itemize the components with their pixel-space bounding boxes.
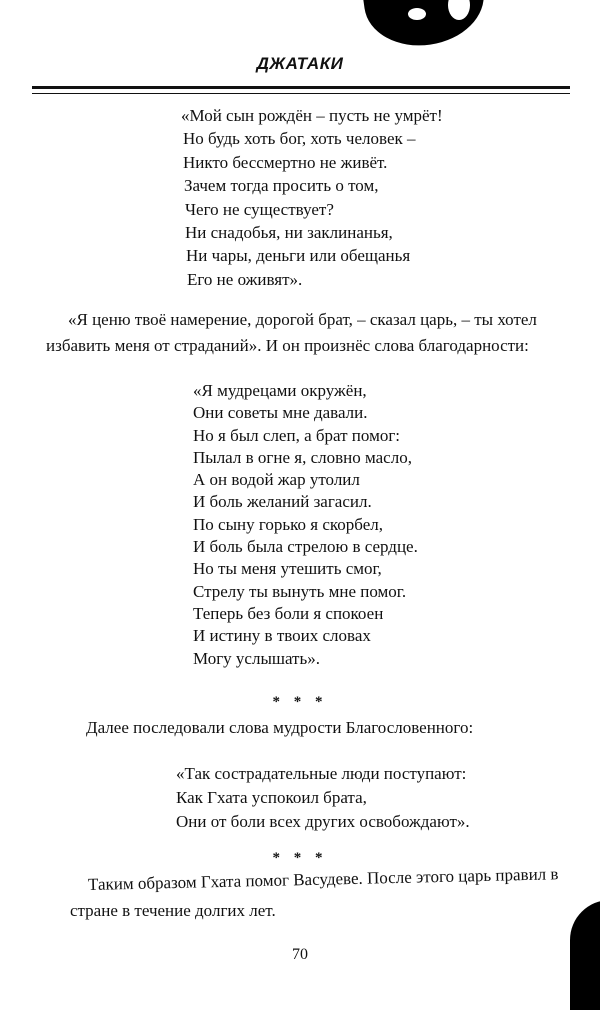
verse-line: Ни чары, деньги или обещанья [186, 246, 411, 266]
verse-line: Пылал в огне я, словно масло, [193, 447, 412, 467]
verse-2 [193, 380, 418, 670]
verse-line: И истину в твоих словах [193, 626, 371, 646]
verse-1 [181, 104, 443, 291]
verse-line: «Мой сын рождён – пусть не умрёт! [181, 106, 443, 125]
section-separator: * * * [272, 694, 328, 710]
paragraph-3 [70, 864, 559, 924]
verse-line: Ни снадобья, ни заклинанья, [185, 223, 393, 243]
header-rule-thin [32, 93, 570, 94]
paragraph-1 [46, 307, 537, 359]
paragraph-line: «Я ценю твоё намерение, дорогой брат, – сказал царь, – ты хотел [68, 310, 537, 329]
verse-line: И боль желаний загасил. [193, 492, 372, 512]
scan-artifact-blob-highlight-2 [408, 8, 426, 20]
verse-line: «Я мудрецами окружён, [193, 381, 367, 400]
verse-line: А он водой жар утолил [193, 470, 360, 490]
verse-line: По сыну горько я скорбел, [193, 514, 384, 534]
verse-line: Стрелу ты вынуть мне помог. [193, 581, 407, 601]
verse-line: Зачем тогда просить о том, [184, 176, 379, 196]
verse-3 [176, 762, 470, 834]
paragraph-line: Таким образом Гхата помог Васудеве. После этого царь правил в [87, 864, 559, 894]
paragraph-line: стране в течение долгих лет. [70, 901, 276, 920]
paragraph-line: избавить меня от страданий». И он произнёс слова благодарности: [46, 336, 529, 355]
verse-line: Но будь хоть бог, хоть человек – [183, 129, 416, 149]
page-number: 70 [292, 946, 308, 963]
verse-line: Могу услышать». [193, 648, 320, 668]
running-title: ДЖАТАКИ [256, 54, 344, 73]
verse-line: Они от боли всех других освобождают». [176, 812, 470, 831]
verse-line: Но я был слеп, а брат помог: [193, 425, 401, 445]
verse-line: Чего не существует? [185, 199, 334, 219]
section-separator: * * * [272, 850, 328, 866]
verse-line: Они советы мне давали. [193, 403, 368, 423]
paragraph-2: Далее последовали слова мудрости Благословенного: [86, 718, 474, 737]
header-rule-thick [32, 86, 570, 89]
verse-line: Никто бессмертно не живёт. [183, 152, 388, 172]
verse-line: Теперь без боли я спокоен [193, 603, 384, 623]
verse-line: Как Гхата успокоил брата, [176, 788, 367, 807]
verse-line: Его не оживят». [187, 269, 303, 289]
verse-line: «Так сострадательные люди поступают: [176, 764, 467, 783]
scan-artifact-blob [360, 0, 489, 53]
verse-line: Но ты меня утешить смог, [193, 559, 382, 579]
verse-line: И боль была стрелою в сердце. [193, 537, 418, 557]
